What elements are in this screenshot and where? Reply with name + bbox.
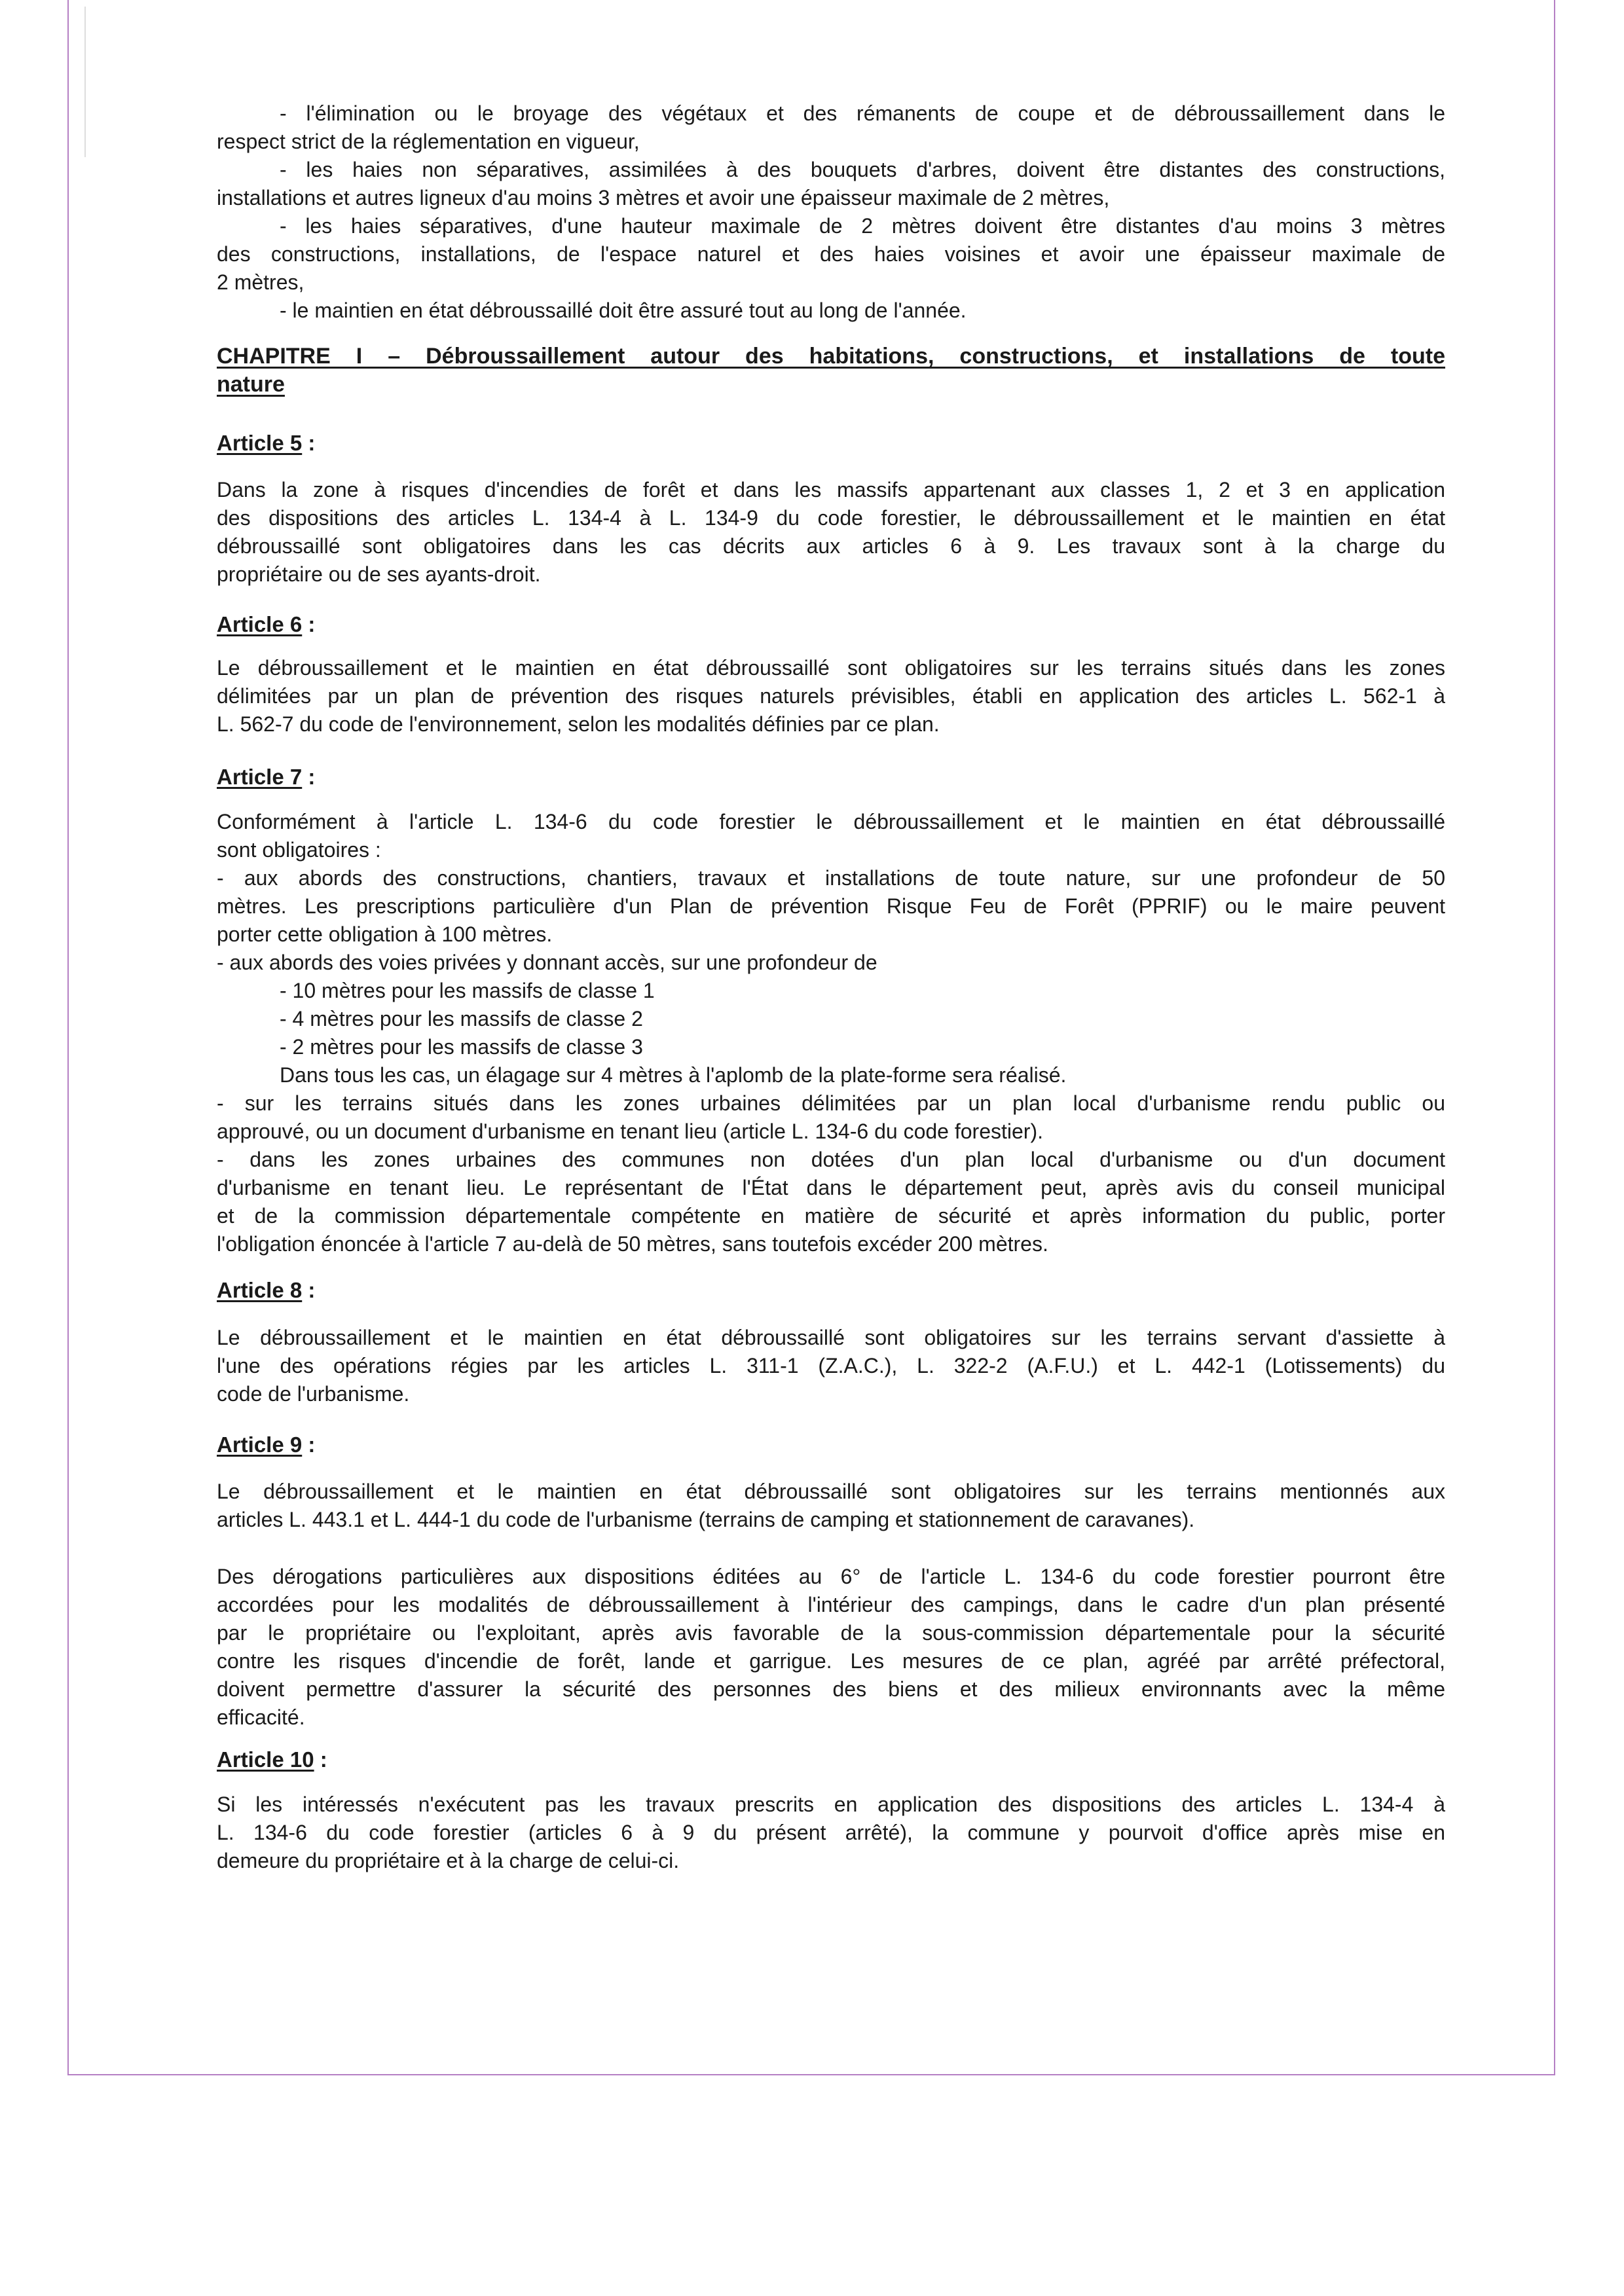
text-line: d'urbanisme en tenant lieu. Le représentant de l'État dans le département peut, après avis du conseil municipal xyxy=(217,1176,1445,1199)
text-line: 2 mètres, xyxy=(217,270,304,294)
chapter-title xyxy=(217,342,1445,399)
article-heading xyxy=(217,610,1445,638)
article-title: Article 5 xyxy=(217,431,303,455)
text-line: - 4 mètres pour les massifs de classe 2 xyxy=(280,1007,643,1030)
text-line: demeure du propriétaire et à la charge de celui-ci. xyxy=(217,1849,680,1872)
paragraph xyxy=(217,654,1445,738)
article-body xyxy=(217,1791,1445,1875)
text-line: L. 562-7 du code de l'environnement, selon les modalités définies par ce plan. xyxy=(217,712,940,736)
text-line: - les haies non séparatives, assimilées à des bouquets d'arbres, doivent être distantes des constructions, xyxy=(280,158,1445,181)
text-line: Conformément à l'article L. 134-6 du code forestier le débroussaillement et le maintien en état débroussaillé xyxy=(217,810,1445,833)
paragraph xyxy=(217,476,1445,589)
list-item xyxy=(217,212,1445,297)
text-line: articles L. 443.1 et L. 444-1 du code de l'urbanisme (terrains de camping et stationnement de caravanes). xyxy=(217,1508,1195,1531)
intro-list xyxy=(217,100,1445,325)
text-line: - les haies séparatives, d'une hauteur maximale de 2 mètres doivent être distantes d'au moins 3 mètres xyxy=(280,214,1445,238)
article-heading xyxy=(217,1276,1445,1304)
article-body xyxy=(217,1563,1445,1732)
article-title: Article 9 xyxy=(217,1432,303,1457)
text-line: contre les risques d'incendie de forêt, lande et garrigue. Les mesures de ce plan, agréé par arrêté préfectoral, xyxy=(217,1649,1445,1673)
text-line: débroussaillé sont obligatoires dans les cas décrits aux articles 6 à 9. Les travaux sont à la charge du xyxy=(217,534,1445,558)
text-line: Si les intéressés n'exécutent pas les travaux prescrits en application des dispositions des articles L. 134-4 à xyxy=(217,1793,1445,1816)
paragraph xyxy=(217,1033,1445,1061)
article-title: Article 10 xyxy=(217,1747,314,1772)
paragraph xyxy=(217,977,1445,1005)
list-item xyxy=(217,156,1445,212)
text-line: - dans les zones urbaines des communes non dotées d'un plan local d'urbanisme ou d'un document xyxy=(217,1148,1445,1171)
paragraph xyxy=(217,1563,1445,1732)
text-line: - aux abords des voies privées y donnant accès, sur une profondeur de xyxy=(217,951,877,974)
text-line: installations et autres ligneux d'au moins 3 mètres et avoir une épaisseur maximale de 2 mètres, xyxy=(217,186,1110,210)
text-line: sont obligatoires : xyxy=(217,838,381,862)
paragraph xyxy=(217,1478,1445,1534)
article-body xyxy=(217,1324,1445,1408)
text-line: Dans tous les cas, un élagage sur 4 mètres à l'aplomb de la plate-forme sera réalisé. xyxy=(280,1063,1067,1087)
text-line: par le propriétaire ou l'exploitant, après avis favorable de la sous-commission départementale pour la sécurité xyxy=(217,1621,1445,1645)
paragraph xyxy=(217,808,1445,864)
list-item xyxy=(217,100,1445,156)
text-line: code de l'urbanisme. xyxy=(217,1382,410,1406)
text-line: accordées pour les modalités de débroussaillement à l'intérieur des campings, dans le cadre d'un plan présenté xyxy=(217,1593,1445,1616)
paragraph xyxy=(217,864,1445,949)
paragraph xyxy=(217,1005,1445,1033)
text-line: - sur les terrains situés dans les zones urbaines délimitées par un plan local d'urbanisme rendu public ou xyxy=(217,1091,1445,1115)
article-body xyxy=(217,476,1445,589)
text-line: et de la commission départementale compétente en matière de sécurité et après information du public, porter xyxy=(217,1204,1445,1228)
article-title: Article 6 xyxy=(217,612,303,636)
text-line: des dispositions des articles L. 134-4 à L. 134-9 du code forestier, le débroussaillement et le maintien en état xyxy=(217,506,1445,530)
article-title: Article 7 xyxy=(217,765,303,789)
text-line: Le débroussaillement et le maintien en état débroussaillé sont obligatoires sur les terrains situés dans les zones xyxy=(217,656,1445,680)
scan-artifact xyxy=(84,7,86,157)
article-heading xyxy=(217,763,1445,791)
text-line: approuvé, ou un document d'urbanisme en tenant lieu (article L. 134-6 du code forestier). xyxy=(217,1120,1043,1143)
text-line: Le débroussaillement et le maintien en état débroussaillé sont obligatoires sur les terrains mentionnés aux xyxy=(217,1480,1445,1503)
article-heading xyxy=(217,429,1445,457)
article-heading xyxy=(217,1430,1445,1459)
article-body xyxy=(217,808,1445,1258)
article-colon: : xyxy=(314,1747,327,1772)
article-colon: : xyxy=(302,1278,316,1302)
text-line: l'obligation énoncée à l'article 7 au-delà de 50 mètres, sans toutefois excéder 200 mètres. xyxy=(217,1232,1048,1256)
text-line: Dans la zone à risques d'incendies de forêt et dans les massifs appartenant aux classes 1, 2 et 3 en application xyxy=(217,478,1445,501)
text-line: L. 134-6 du code forestier (articles 6 à 9 du présent arrêté), la commune y pourvoit d'office après mise en xyxy=(217,1821,1445,1844)
chapter-title-line: nature xyxy=(217,372,285,397)
text-line: - 10 mètres pour les massifs de classe 1 xyxy=(280,979,655,1002)
text-line: des constructions, installations, de l'espace naturel et des haies voisines et avoir une épaisseur maximale de xyxy=(217,242,1445,266)
text-line: - 2 mètres pour les massifs de classe 3 xyxy=(280,1035,643,1059)
text-line: porter cette obligation à 100 mètres. xyxy=(217,922,553,946)
paragraph xyxy=(217,1146,1445,1258)
paragraph xyxy=(217,1089,1445,1146)
text-line: Des dérogations particulières aux dispositions éditées au 6° de l'article L. 134-6 du code forestier pourront être xyxy=(217,1565,1445,1588)
text-line: propriétaire ou de ses ayants-droit. xyxy=(217,562,541,586)
article-body xyxy=(217,654,1445,738)
text-line: efficacité. xyxy=(217,1705,305,1729)
article-body xyxy=(217,1478,1445,1534)
article-colon: : xyxy=(302,765,316,789)
text-line: mètres. Les prescriptions particulière d'un Plan de prévention Risque Feu de Forêt (PPRIF) ou le maire peuvent xyxy=(217,894,1445,918)
text-line: respect strict de la réglementation en vigueur, xyxy=(217,130,640,153)
text-line: doivent permettre d'assurer la sécurité des personnes des biens et des milieux environnants avec la même xyxy=(217,1677,1445,1701)
article-colon: : xyxy=(302,1432,316,1457)
text-line: Le débroussaillement et le maintien en état débroussaillé sont obligatoires sur les terrains servant d'assiette à xyxy=(217,1326,1445,1349)
chapter-title-line: CHAPITRE I – Débroussaillement autour des habitations, constructions, et installations de toute xyxy=(217,344,1445,369)
article-title: Article 8 xyxy=(217,1278,303,1302)
article-colon: : xyxy=(302,612,316,636)
text-line: délimitées par un plan de prévention des risques naturels prévisibles, établi en application des articles L. 562-1 à xyxy=(217,684,1445,708)
article-heading xyxy=(217,1745,1445,1774)
text-line: l'une des opérations régies par les articles L. 311-1 (Z.A.C.), L. 322-2 (A.F.U.) et L. 442-1 (Lotissements) du xyxy=(217,1354,1445,1377)
paragraph xyxy=(217,1791,1445,1875)
text-line: - l'élimination ou le broyage des végétaux et des rémanents de coupe et de débroussaillement dans le xyxy=(280,101,1445,125)
paragraph xyxy=(217,1324,1445,1408)
list-item xyxy=(217,297,1445,325)
paragraph xyxy=(217,949,1445,977)
text-line: - aux abords des constructions, chantiers, travaux et installations de toute nature, sur une profondeur de 50 xyxy=(217,866,1445,890)
article-colon: : xyxy=(302,431,316,455)
paragraph xyxy=(217,1061,1445,1089)
text-line: - le maintien en état débroussaillé doit être assuré tout au long de l'année. xyxy=(280,299,967,322)
